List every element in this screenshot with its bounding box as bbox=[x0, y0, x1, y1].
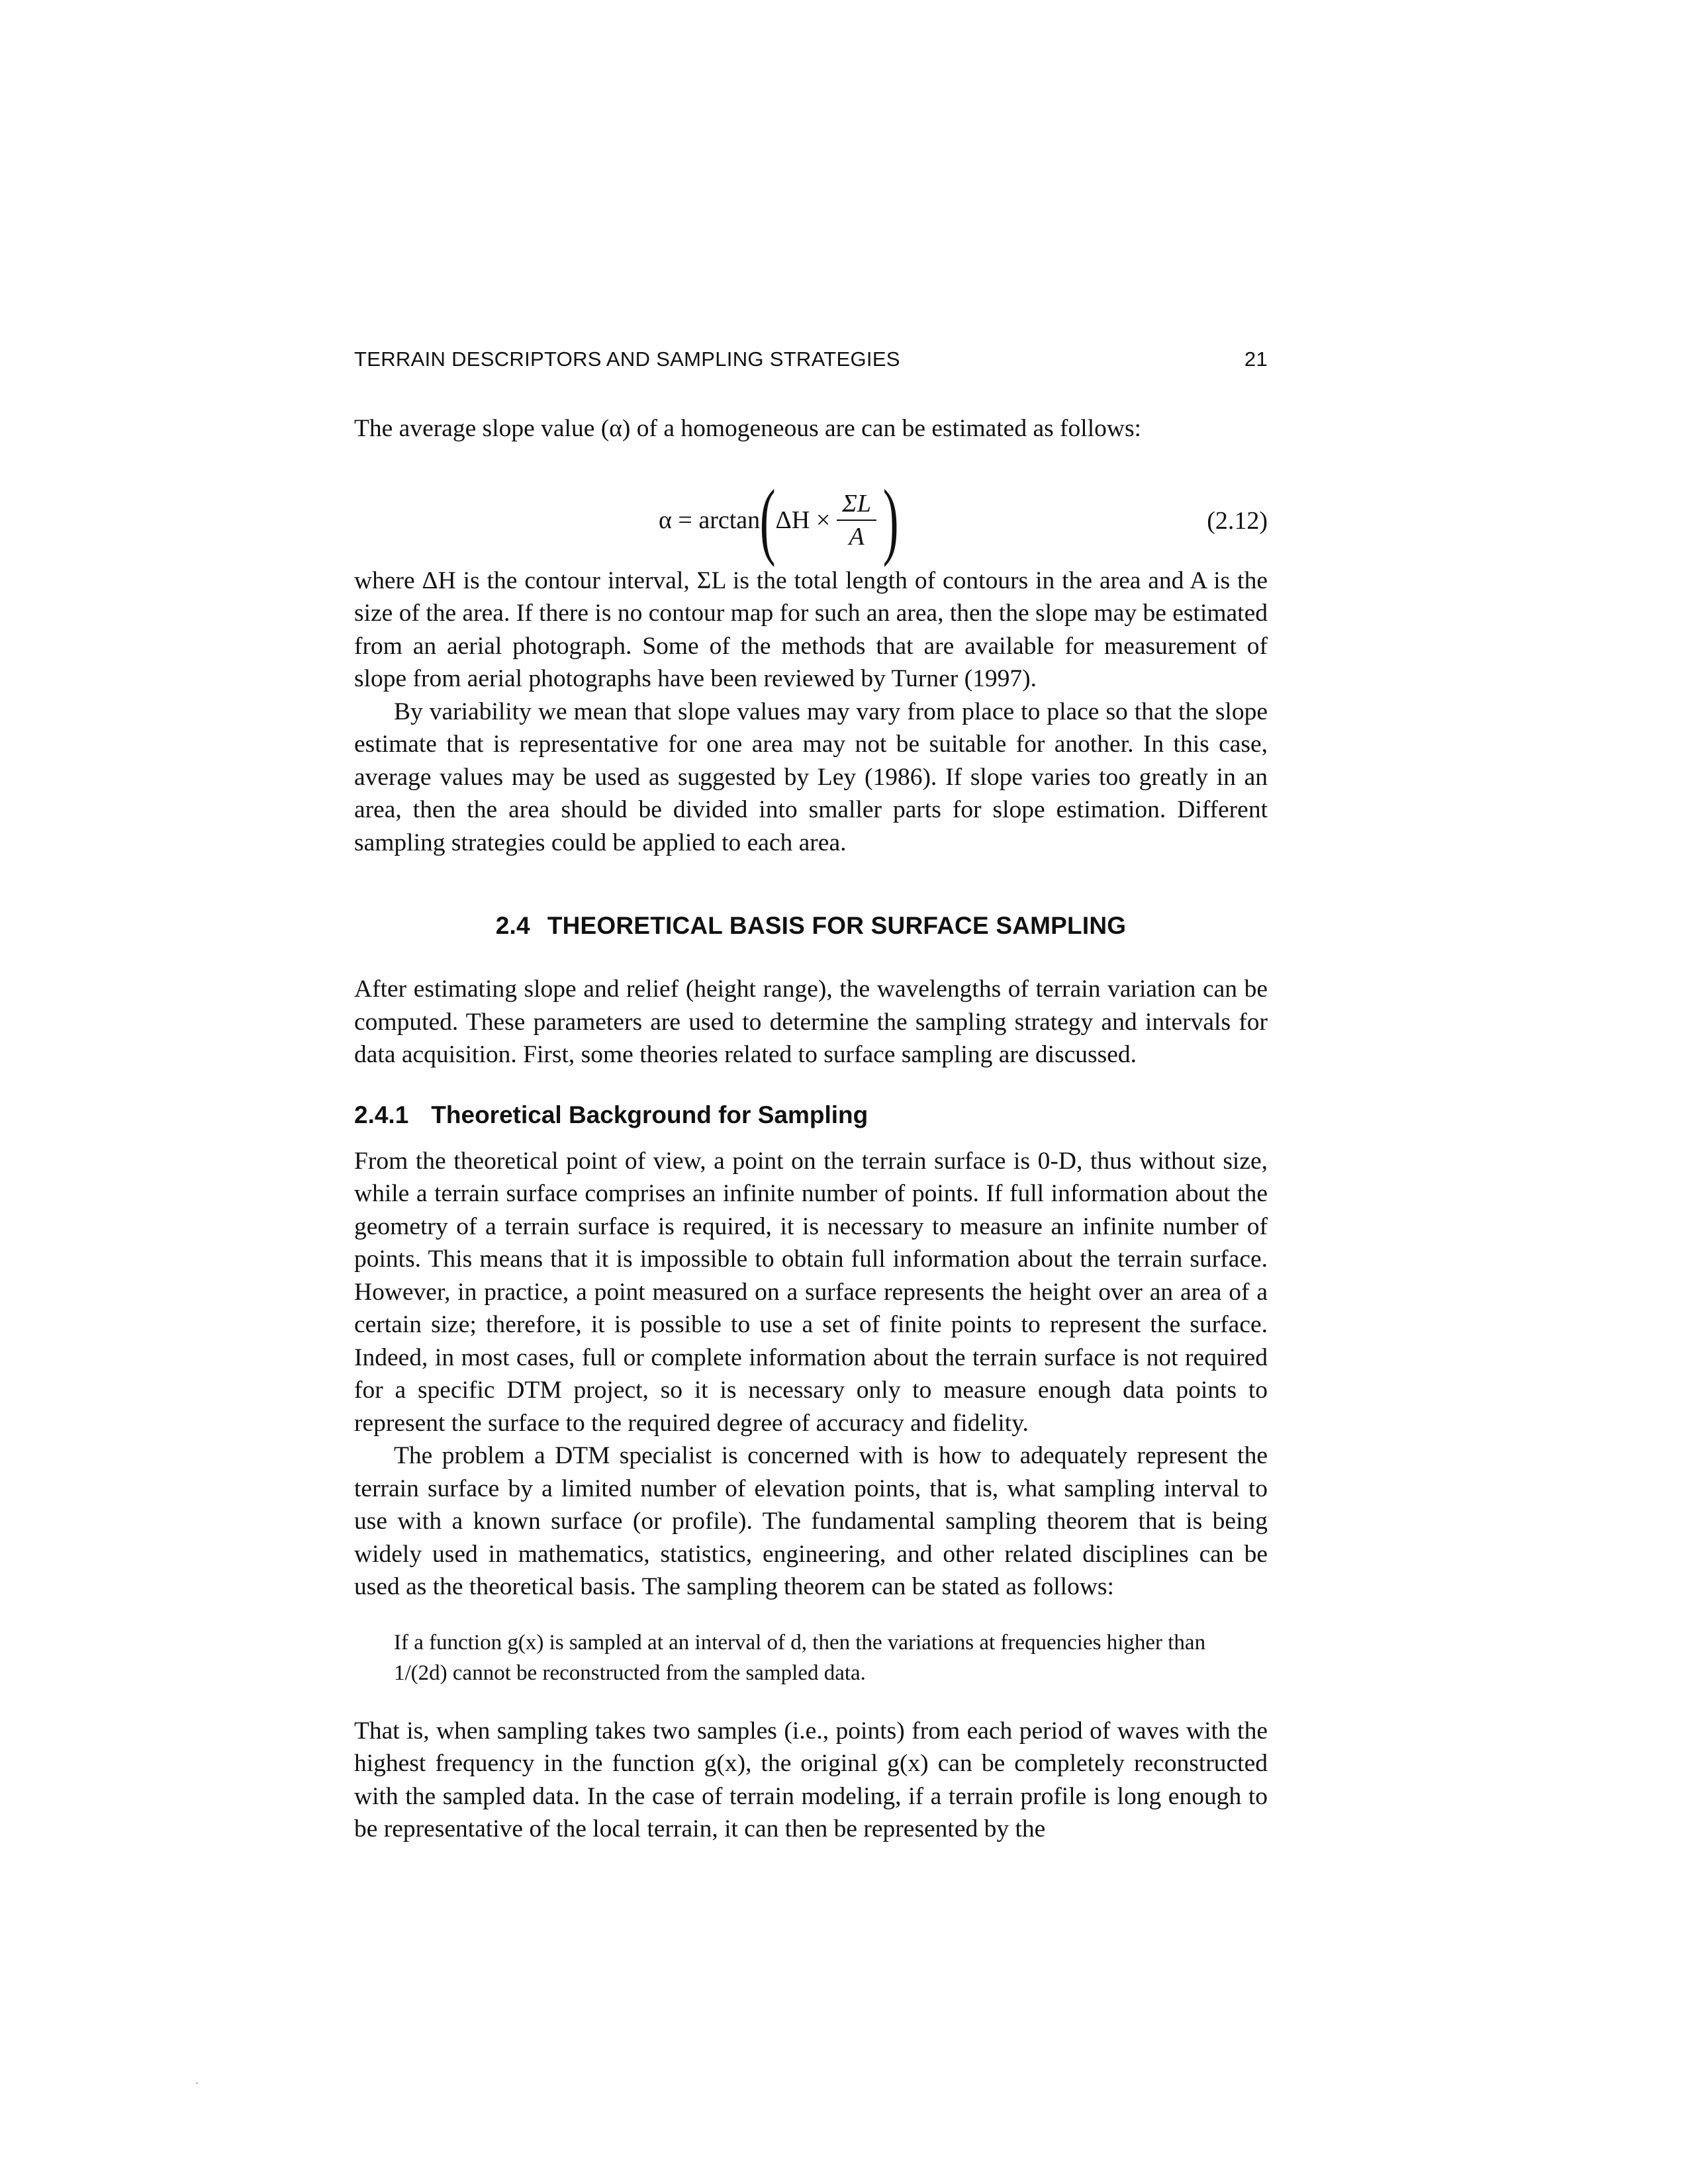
equation-number: (2.12) bbox=[1207, 506, 1268, 535]
paragraph-variability: By variability we mean that slope values may vary from place to place so that the slope estimate that is representative for one area may not be suitable for another. In this case, average values may be used as suggested by Ley (1986). If slope varies too greatly in an area, then the area should be divided into smaller parts for slope estimation. Different sampling strategies could be applied to each area. bbox=[354, 698, 1268, 856]
section-heading bbox=[354, 912, 1268, 940]
scan-speck bbox=[196, 2082, 198, 2084]
paragraph-contour: where ΔH is the contour interval, ΣL is the total length of contours in the area and A is the size of the area. If there is no contour map for such an area, then the slope may be estimated from an aerial photograph. Some of the methods that are available for measurement of slope from aerial photographs have been reviewed by Turner (1997). bbox=[354, 567, 1268, 692]
equation-delta-h: ΔH × bbox=[775, 506, 831, 534]
running-title: TERRAIN DESCRIPTORS AND SAMPLING STRATEGIES bbox=[354, 347, 900, 371]
intro-paragraph: The average slope value (α) of a homogeneous are can be estimated as follows: bbox=[354, 415, 1141, 442]
paragraph-closing: That is, when sampling takes two samples (i.e., points) from each period of waves with the highest frequency in the function g(x), the original g(x) can be completely reconstructed with the sampled data. In the case of terrain modeling, if a terrain profile is long enough to be representative of the local terrain, it can then be represented by the bbox=[354, 1717, 1268, 1843]
page-content bbox=[354, 347, 1268, 1846]
sampling-theorem-quote: If a function g(x) is sampled at an interval of d, then the variations at frequencies higher than 1/(2d) cannot be reconstructed from the sampled data. bbox=[394, 1630, 1206, 1685]
subsection-title: Theoretical Background for Sampling bbox=[431, 1101, 868, 1128]
page-number: 21 bbox=[1244, 347, 1268, 371]
paragraph-problem: The problem a DTM specialist is concerned with is how to adequately represent the terrain surface by a limited number of elevation points, that is, what sampling interval to use with a known surface (or profile). The fundamental sampling theorem that is being widely used in mathematics, statistics, engineering, and other related disciplines can be used as the theoretical basis. The sampling theorem can be stated as follows: bbox=[354, 1442, 1268, 1600]
fraction-numerator: ΣL bbox=[837, 489, 876, 521]
section-number: 2.4 bbox=[495, 912, 530, 939]
subsection-heading bbox=[354, 1101, 1268, 1129]
equation-lhs: α = arctan bbox=[659, 506, 761, 534]
left-paren: ( bbox=[759, 472, 776, 568]
equation-body bbox=[659, 472, 899, 568]
running-header bbox=[354, 347, 1268, 374]
fraction-denominator: A bbox=[849, 522, 865, 551]
paragraph-theory: From the theoretical point of view, a point on the terrain surface is 0-D, thus without size, while a terrain surface comprises an infinite number of points. If full information about the geometry of a terrain surface is required, it is necessary to measure an infinite number of points. This means that it is impossible to obtain full information about the terrain surface. However, in practice, a point measured on a surface represents the height over an area of a certain size; therefore, it is possible to use a set of finite points to represent the surface. Indeed, in most cases, full or complete information about the terrain surface is not required for a specific DTM project, so it is necessary only to measure enough data points to represent the surface to the required degree of accuracy and fidelity. bbox=[354, 1147, 1268, 1437]
section-paragraph: After estimating slope and relief (height range), the wavelengths of terrain variation can be computed. These parameters are used to determine the sampling strategy and intervals for data acquisition. First, some theories related to surface sampling are discussed. bbox=[354, 976, 1268, 1068]
subsection-number: 2.4.1 bbox=[354, 1101, 409, 1128]
section-title: THEORETICAL BASIS FOR SURFACE SAMPLING bbox=[547, 912, 1127, 939]
equation-fraction bbox=[837, 489, 876, 551]
right-paren: ) bbox=[882, 472, 899, 568]
equation-2-12 bbox=[354, 445, 1268, 568]
